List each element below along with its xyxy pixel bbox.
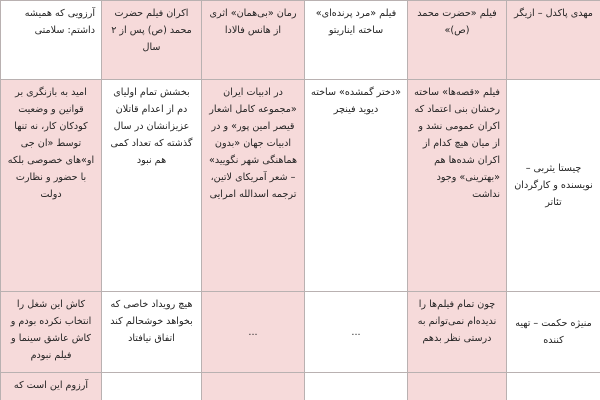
film-wish-cell: فیلم «مرد پرنده‌ای» ساخته ایناریتو [305,1,408,80]
best-novel-cell: در ادبیات ایران «مجموعه کامل اشعار قیصر امین پور» و در ادبیات جهان «بدون هماهنگی شهر نگویید» – شعر آمریکای لاتین، ترجمه اسدالله امرایی [202,80,305,292]
happy-event-cell: هیچ رویداد خاصی که بخواهد خوشحالم کند اتفاق نیافتاد [102,292,202,373]
wish-cell: آرزوم این است که [1,373,102,400]
happy-event-cell: اکران فیلم حضرت محمد (ص) پس از ۲ سال [102,1,202,80]
best-film-cell: چون تمام فیلم‌ها را ندیده‌ام نمی‌توانم به درستی نظر بدهم [408,292,507,373]
happy-event-cell: بخشش تمام اولیای دم از اعدام قاتلان عزیزانشان در سال گذشته که تعداد کمی هم نبود [102,80,202,292]
wish-cell: کاش این شغل را انتخاب نکرده بودم و کاش عاشق سینما و فیلم نبودم [1,292,102,373]
film-wish-cell [305,373,408,400]
wish-cell: آرزویی که همیشه داشتم: سلامتی [1,1,102,80]
best-film-cell: فیلم «قصه‌ها» ساخته رخشان بنی اعتماد که اکران عمومی نشد و از میان هیچ کدام از اکران شده‌ها هم «بهترینی» وجود نداشت [408,80,507,292]
table-row [1,1,600,80]
table-row [1,80,600,292]
person-name-cell [507,373,600,400]
best-novel-cell: رمان «بی‌همان» اثری از هانس فالادا [202,1,305,80]
wish-cell: امید به بازنگری بر قوانین و وضعیت کودکان کار، نه تنها توسط «ان جی او»های خصوصی بلکه با حضور و نظارت دولت [1,80,102,292]
film-wish-cell: ... [305,292,408,373]
best-film-cell [408,373,507,400]
person-name-cell: منیژه حکمت – تهیه کننده [507,292,600,373]
best-novel-cell [202,373,305,400]
person-name-cell: چیستا یثربی – نویسنده و کارگردان تئاتر [507,80,600,292]
table-row [1,292,600,373]
person-name-cell: مهدی پاکدل – ازیگر [507,1,600,80]
table-row [1,373,600,400]
happy-event-cell [102,373,202,400]
best-film-cell: فیلم «حضرت محمد (ص)» [408,1,507,80]
film-wish-cell: «دختر گمشده» ساخته دیوید فینچر [305,80,408,292]
best-novel-cell: ... [202,292,305,373]
